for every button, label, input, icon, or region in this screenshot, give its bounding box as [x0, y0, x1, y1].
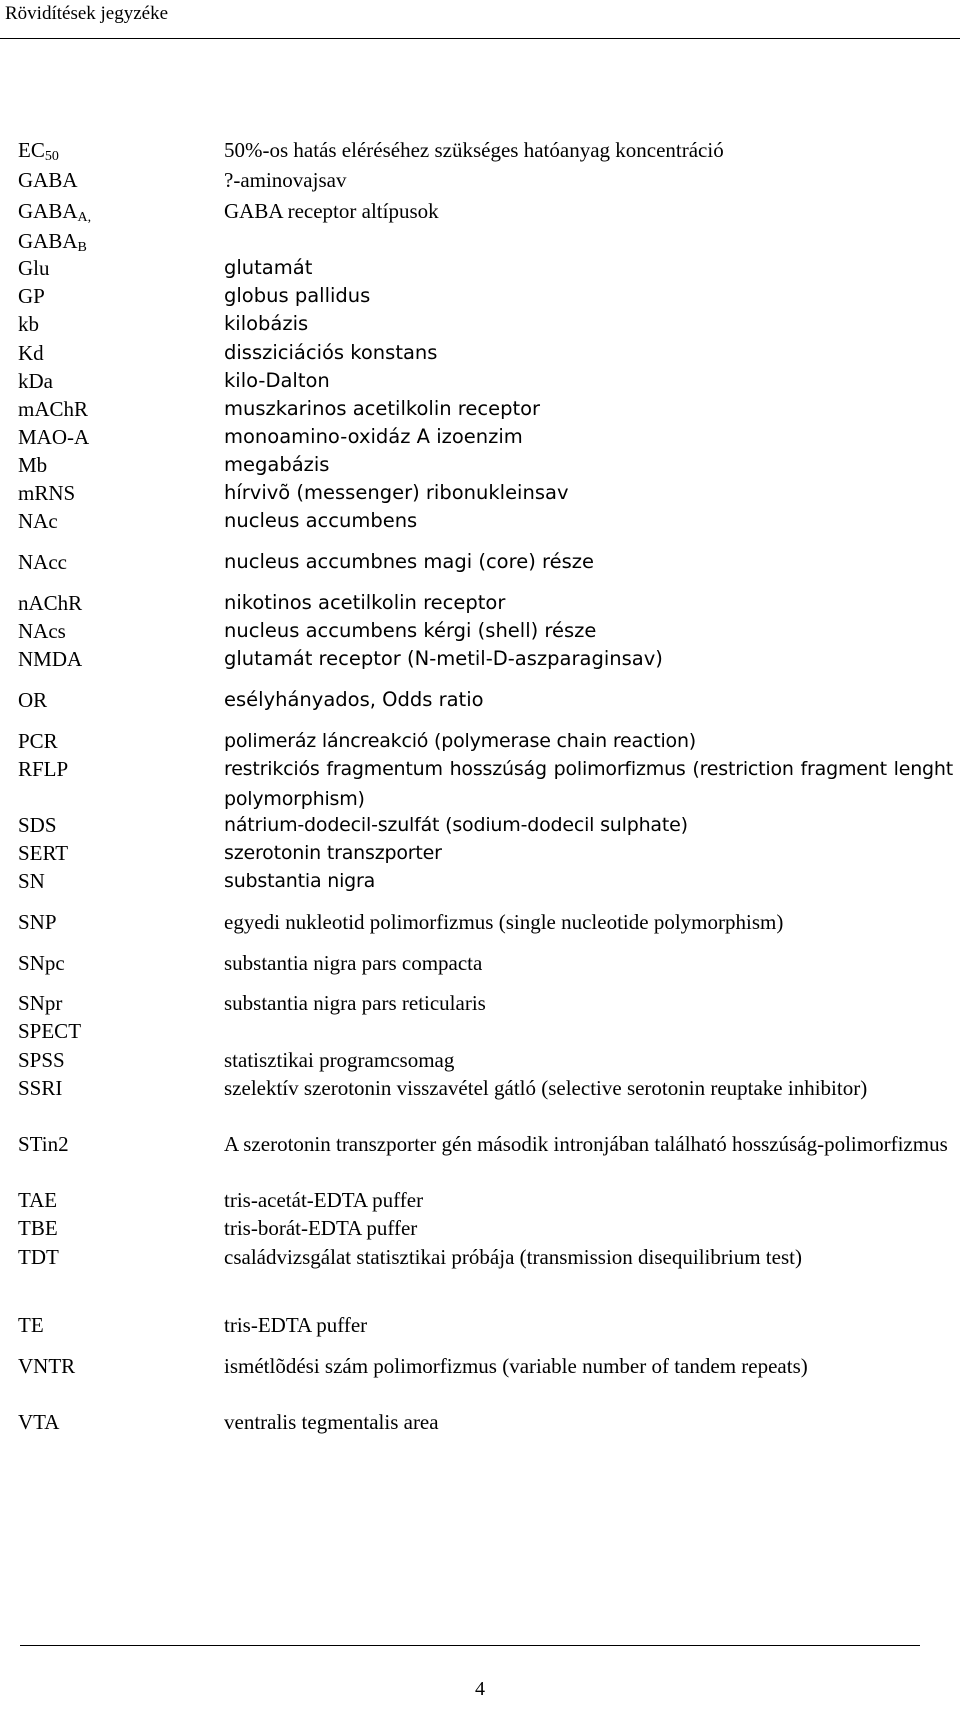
abbreviation: SSRI — [18, 1076, 63, 1100]
abbreviation: MAO-A — [18, 425, 90, 449]
definition: ismétlõdési szám polimorfizmus (variable number of tandem repeats) — [224, 1354, 808, 1378]
abbreviation: NAcs — [18, 619, 66, 643]
header-rule — [0, 38, 960, 39]
definition: polimeráz láncreakció (polymerase chain reaction) — [224, 730, 697, 752]
definition: kilobázis — [224, 312, 309, 335]
definition: hírvivõ (messenger) ribonukleinsav — [224, 481, 569, 504]
definition: substantia nigra pars compacta — [224, 951, 483, 975]
definition: nucleus accumbnes magi (core) része — [224, 550, 594, 573]
abbreviation: $GABA_{A,}$ — [18, 199, 92, 225]
definition: monoamino-oxidáz A izoenzim — [224, 425, 523, 448]
abbreviation: NMDA — [18, 647, 83, 671]
abbreviation: VNTR — [18, 1354, 76, 1378]
definition: megabázis — [224, 453, 330, 476]
definition: nikotinos acetilkolin receptor — [224, 591, 506, 614]
abbreviation: $GABA_B$ — [18, 229, 87, 255]
definition: nucleus accumbens kérgi (shell) része — [224, 619, 597, 642]
definition: glutamát receptor (N-metil-D-aszparaginsav) — [224, 647, 663, 670]
definition: nátrium-dodecil-szulfát (sodium-dodecil sulphate) — [224, 814, 688, 836]
definition: szelektív szerotonin visszavétel gátló (selective serotonin reuptake inhibitor) — [224, 1076, 868, 1100]
definition: szerotonin transzporter — [224, 842, 442, 864]
abbreviation: SPECT — [18, 1019, 82, 1043]
abbreviation: TE — [18, 1313, 44, 1337]
definition: 50%-os hatás eléréséhez szükséges hatóanyag koncentráció — [224, 138, 724, 162]
abbreviation: mAChR — [18, 397, 89, 421]
abbreviation: Kd — [18, 341, 44, 365]
abbreviation: GP — [18, 284, 45, 308]
definition: glutamát — [224, 256, 313, 279]
abbreviation: NAcc — [18, 550, 67, 574]
abbreviation: TDT — [18, 1245, 59, 1269]
definition: tris-borát-EDTA puffer — [224, 1216, 418, 1240]
abbreviation: Mb — [18, 453, 48, 477]
abbreviation: SPSS — [18, 1048, 65, 1072]
abbreviation: VTA — [18, 1410, 60, 1434]
definition: kilo-Dalton — [224, 369, 330, 392]
definition: családvizsgálat statisztikai próbája (transmission disequilibrium test) — [224, 1245, 802, 1269]
header-title: Rövidítések jegyzéke — [5, 3, 169, 24]
abbreviation: nAChR — [18, 591, 83, 615]
page-number: 4 — [475, 1678, 485, 1700]
abbreviation: $EC_{50}$ — [18, 138, 59, 164]
definition: muszkarinos acetilkolin receptor — [224, 397, 541, 420]
abbreviation: NAc — [18, 509, 58, 533]
abbreviation: GABA — [18, 168, 78, 192]
footer-rule — [20, 1645, 920, 1646]
abbreviation: PCR — [18, 729, 58, 753]
definition: statisztikai programcsomag — [224, 1048, 455, 1072]
abbreviation: kDa — [18, 369, 53, 393]
definition: dissziciációs konstans — [224, 341, 438, 364]
abbreviation: SERT — [18, 841, 69, 865]
abbreviation: SNpr — [18, 991, 63, 1015]
definition: A szerotonin transzporter gén második intronjában található hosszúság-polimorfizmus — [224, 1132, 948, 1156]
definition: ventralis tegmentalis area — [224, 1410, 439, 1434]
abbreviation: SNP — [18, 910, 57, 934]
definition: GABA receptor altípusok — [224, 199, 439, 223]
abbreviation: STin2 — [18, 1132, 69, 1156]
definition: nucleus accumbens — [224, 509, 418, 532]
definition: tris-acetát-EDTA puffer — [224, 1188, 424, 1212]
definition: egyedi nukleotid polimorfizmus (single nucleotide polymorphism) — [224, 910, 784, 934]
definition: esélyhányados, Odds ratio — [224, 688, 484, 711]
definition: restrikciós fragmentum hosszúság polimorfizmus (restriction fragment lenght polymorphism) — [224, 758, 953, 810]
abbreviation: Glu — [18, 256, 50, 280]
abbreviation: SN — [18, 869, 45, 893]
definition: tris-EDTA puffer — [224, 1313, 368, 1337]
abbreviation: SNpc — [18, 951, 65, 975]
abbreviation: SDS — [18, 813, 57, 837]
abbreviation: RFLP — [18, 757, 69, 781]
definition: substantia nigra — [224, 870, 376, 892]
abbreviation: mRNS — [18, 481, 76, 505]
abbreviation: OR — [18, 688, 48, 712]
abbreviation: TBE — [18, 1216, 58, 1240]
abbreviation: kb — [18, 312, 39, 336]
page-header — [0, 0, 960, 40]
definition: substantia nigra pars reticularis — [224, 991, 486, 1015]
definition: globus pallidus — [224, 284, 371, 307]
abbreviation: TAE — [18, 1188, 58, 1212]
definition: ?-aminovajsav — [224, 168, 347, 192]
